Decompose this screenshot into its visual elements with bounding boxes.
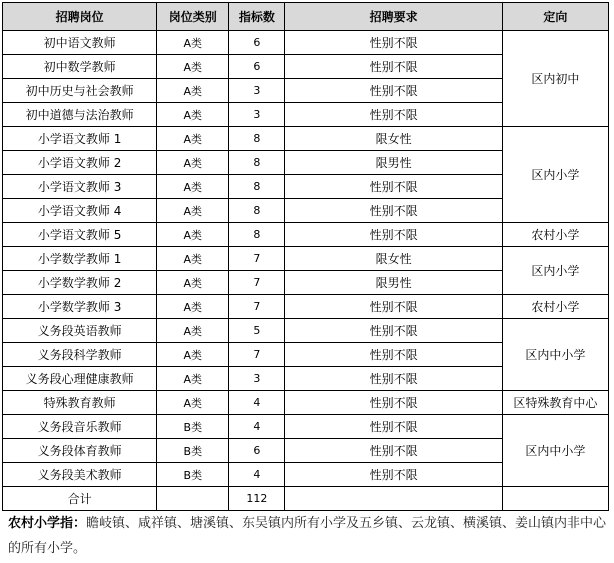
- category-cell: A类: [157, 391, 229, 415]
- total-row: [3, 487, 609, 511]
- requirement-cell: 限男性: [285, 151, 502, 175]
- category-cell: A类: [157, 343, 229, 367]
- quota-cell: 7: [229, 295, 285, 319]
- table-row: [3, 223, 609, 247]
- direction-cell: 区特殊教育中心: [502, 391, 608, 415]
- quota-cell: 4: [229, 463, 285, 487]
- requirement-cell: 限女性: [285, 247, 502, 271]
- requirement-cell: 性别不限: [285, 343, 502, 367]
- header-post: 招聘岗位: [3, 3, 157, 31]
- post-cell: 义务段心理健康教师: [3, 367, 157, 391]
- category-cell: B类: [157, 439, 229, 463]
- requirement-cell: 性别不限: [285, 415, 502, 439]
- post-cell: 义务段美术教师: [3, 463, 157, 487]
- table-row: [3, 31, 609, 55]
- direction-cell: 农村小学: [502, 295, 608, 319]
- requirement-cell: 性别不限: [285, 79, 502, 103]
- category-cell: A类: [157, 175, 229, 199]
- table-row: [3, 295, 609, 319]
- post-cell: 小学语文教师 4: [3, 199, 157, 223]
- quota-cell: 7: [229, 271, 285, 295]
- category-cell: A类: [157, 367, 229, 391]
- post-cell: 小学语文教师 5: [3, 223, 157, 247]
- post-cell: 初中语文教师: [3, 31, 157, 55]
- quota-cell: 3: [229, 103, 285, 127]
- note-text: 瞻岐镇、咸祥镇、塘溪镇、东吴镇内所有小学及五乡镇、云龙镇、横溪镇、姜山镇内非中心的所有小学。: [8, 516, 607, 556]
- post-cell: 小学语文教师 3: [3, 175, 157, 199]
- quota-cell: 4: [229, 391, 285, 415]
- table-row: [3, 247, 609, 271]
- header-row: [3, 3, 609, 31]
- total-direction-empty: [502, 487, 608, 511]
- quota-cell: 4: [229, 415, 285, 439]
- post-cell: 小学数学教师 1: [3, 247, 157, 271]
- requirement-cell: 性别不限: [285, 103, 502, 127]
- requirement-cell: 性别不限: [285, 223, 502, 247]
- total-label: 合计: [3, 487, 157, 511]
- direction-cell: 区内初中: [502, 31, 608, 127]
- table-row: [3, 127, 609, 151]
- header-direction: 定向: [502, 3, 608, 31]
- category-cell: B类: [157, 463, 229, 487]
- requirement-cell: 性别不限: [285, 439, 502, 463]
- post-cell: 义务段体育教师: [3, 439, 157, 463]
- category-cell: A类: [157, 271, 229, 295]
- direction-cell: 区内中小学: [502, 319, 608, 391]
- post-cell: 初中数学教师: [3, 55, 157, 79]
- quota-cell: 5: [229, 319, 285, 343]
- requirement-cell: 限女性: [285, 127, 502, 151]
- requirement-cell: 性别不限: [285, 391, 502, 415]
- category-cell: A类: [157, 79, 229, 103]
- requirement-cell: 性别不限: [285, 319, 502, 343]
- table-row: [3, 391, 609, 415]
- header-category: 岗位类别: [157, 3, 229, 31]
- category-cell: A类: [157, 31, 229, 55]
- post-cell: 小学数学教师 3: [3, 295, 157, 319]
- header-requirement: 招聘要求: [285, 3, 502, 31]
- post-cell: 义务段科学教师: [3, 343, 157, 367]
- category-cell: A类: [157, 199, 229, 223]
- rural-school-note: [8, 511, 608, 561]
- direction-cell: 区内小学: [502, 247, 608, 295]
- post-cell: 义务段英语教师: [3, 319, 157, 343]
- category-cell: A类: [157, 103, 229, 127]
- total-value: 112: [229, 487, 285, 511]
- quota-cell: 8: [229, 151, 285, 175]
- quota-cell: 6: [229, 31, 285, 55]
- post-cell: 小学语文教师 2: [3, 151, 157, 175]
- requirement-cell: 性别不限: [285, 367, 502, 391]
- post-cell: 义务段音乐教师: [3, 415, 157, 439]
- direction-cell: 区内小学: [502, 127, 608, 223]
- quota-cell: 8: [229, 223, 285, 247]
- quota-cell: 8: [229, 175, 285, 199]
- requirement-cell: 性别不限: [285, 295, 502, 319]
- requirement-cell: 性别不限: [285, 463, 502, 487]
- quota-cell: 8: [229, 199, 285, 223]
- note-label: 农村小学指：: [8, 516, 87, 531]
- category-cell: B类: [157, 415, 229, 439]
- requirement-cell: 性别不限: [285, 175, 502, 199]
- post-cell: 初中道德与法治教师: [3, 103, 157, 127]
- quota-cell: 8: [229, 127, 285, 151]
- category-cell: A类: [157, 319, 229, 343]
- quota-cell: 6: [229, 439, 285, 463]
- requirement-cell: 性别不限: [285, 199, 502, 223]
- direction-cell: 农村小学: [502, 223, 608, 247]
- table-row: [3, 319, 609, 343]
- header-quota: 指标数: [229, 3, 285, 31]
- quota-cell: 6: [229, 55, 285, 79]
- recruitment-table: [2, 2, 609, 511]
- category-cell: A类: [157, 247, 229, 271]
- quota-cell: 3: [229, 79, 285, 103]
- post-cell: 小学数学教师 2: [3, 271, 157, 295]
- requirement-cell: 性别不限: [285, 31, 502, 55]
- category-cell: A类: [157, 295, 229, 319]
- total-category-empty: [157, 487, 229, 511]
- category-cell: A类: [157, 55, 229, 79]
- total-requirement-empty: [285, 487, 502, 511]
- quota-cell: 7: [229, 247, 285, 271]
- requirement-cell: 限男性: [285, 271, 502, 295]
- direction-cell: 区内中小学: [502, 415, 608, 487]
- category-cell: A类: [157, 223, 229, 247]
- quota-cell: 3: [229, 367, 285, 391]
- table-row: [3, 415, 609, 439]
- quota-cell: 7: [229, 343, 285, 367]
- post-cell: 小学语文教师 1: [3, 127, 157, 151]
- requirement-cell: 性别不限: [285, 55, 502, 79]
- post-cell: 初中历史与社会教师: [3, 79, 157, 103]
- category-cell: A类: [157, 151, 229, 175]
- category-cell: A类: [157, 127, 229, 151]
- post-cell: 特殊教育教师: [3, 391, 157, 415]
